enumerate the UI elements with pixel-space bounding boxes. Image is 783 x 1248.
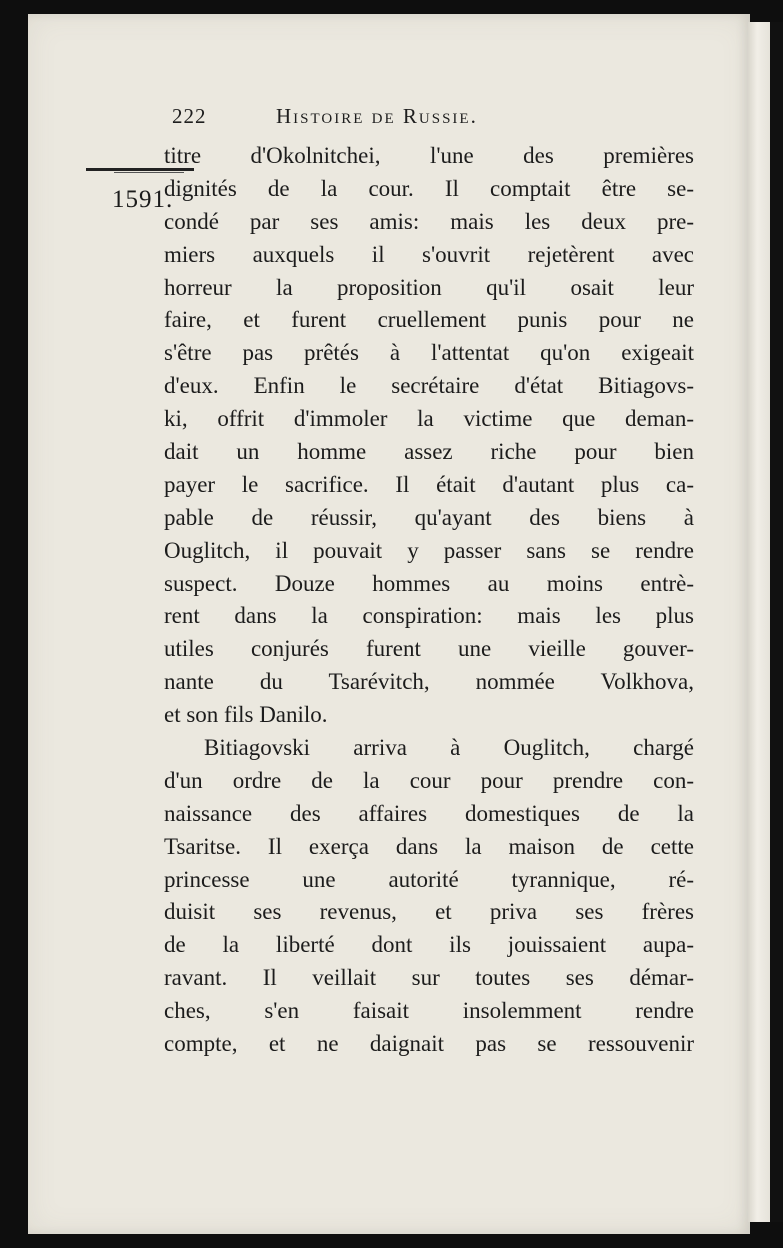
text-line: princesse une autorité tyrannique, ré- — [164, 866, 694, 892]
text-line: duisit ses revenus, et priva ses frères — [164, 899, 694, 925]
text-line: suspect. Douze hommes au moins entrè- — [164, 570, 694, 596]
text-line: d'un ordre de la cour pour prendre con- — [164, 767, 694, 793]
text-line: d'eux. Enfin le secrétaire d'état Bitiagovs- — [164, 373, 694, 399]
text-line: condé par ses amis: mais les deux pre- — [164, 208, 694, 234]
text-line: ches, s'en faisait insolemment rendre — [164, 998, 694, 1024]
text-line: Bitiagovski arriva à Ouglitch, chargé — [204, 735, 694, 761]
text-line: ravant. Il veillait sur toutes ses démar- — [164, 965, 694, 991]
text-line: Tsaritse. Il exerça dans la maison de cette — [164, 833, 694, 859]
running-title: Histoire de Russie. — [276, 104, 478, 128]
text-line: payer le sacrifice. Il était d'autant plus ca- — [164, 471, 694, 497]
margin-year: 1591. — [112, 186, 174, 213]
text-line: s'être pas prêtés à l'attentat qu'on exigeait — [164, 340, 694, 366]
body-text — [164, 140, 694, 1061]
page-header — [28, 104, 750, 134]
text-line: rent dans la conspiration: mais les plus — [164, 603, 694, 629]
background-edge — [770, 22, 783, 1222]
text-line: et son fils Danilo. — [164, 702, 328, 728]
text-line: dait un homme assez riche pour bien — [164, 439, 694, 465]
text-line: ki, offrit d'immoler la victime que deman- — [164, 406, 694, 432]
text-line: dignités de la cour. Il comptait être se- — [164, 175, 694, 201]
text-line: naissance des affaires domestiques de la — [164, 800, 694, 826]
book-page — [28, 14, 750, 1234]
text-line: pable de réussir, qu'ayant des biens à — [164, 504, 694, 530]
text-line: nante du Tsarévitch, nommée Volkhova, — [164, 669, 694, 695]
page-number: 222 — [172, 104, 207, 128]
text-line: faire, et furent cruellement punis pour ne — [164, 307, 694, 333]
text-line: compte, et ne daignait pas se ressouvenir — [164, 1031, 694, 1057]
paragraph-1 — [164, 140, 694, 732]
paragraph-2 — [164, 732, 694, 1061]
text-line: titre d'Okolnitchei, l'une des premières — [164, 143, 694, 168]
text-line: horreur la proposition qu'il osait leur — [164, 274, 694, 300]
text-line: Ouglitch, il pouvait y passer sans se rendre — [164, 537, 694, 563]
text-line: de la liberté dont ils jouissaient aupa- — [164, 932, 694, 958]
text-line: miers auxquels il s'ouvrit rejetèrent avec — [164, 241, 694, 267]
text-line: utiles conjurés furent une vieille gouver- — [164, 636, 694, 662]
